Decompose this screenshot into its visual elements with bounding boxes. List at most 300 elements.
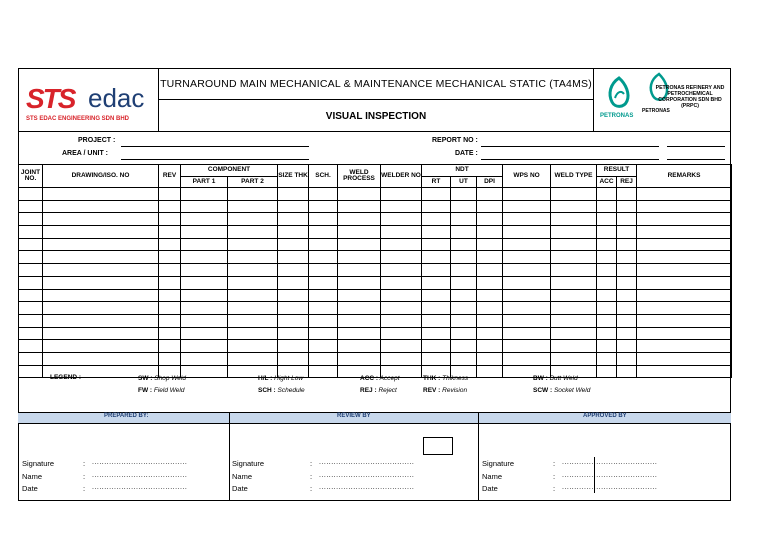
review-name-field[interactable]: .......................................: [319, 472, 415, 479]
svg-text:edac: edac: [88, 83, 145, 113]
table-cell[interactable]: [181, 314, 228, 327]
table-cell[interactable]: [637, 238, 732, 251]
table-cell[interactable]: [159, 276, 181, 289]
table-cell[interactable]: [181, 226, 228, 239]
table-cell[interactable]: [451, 251, 477, 264]
table-cell[interactable]: [422, 251, 451, 264]
table-cell[interactable]: [617, 188, 637, 201]
table-cell[interactable]: [309, 200, 338, 213]
table-cell[interactable]: [181, 276, 228, 289]
colon: :: [310, 459, 313, 468]
table-cell[interactable]: [617, 200, 637, 213]
table-cell[interactable]: [228, 213, 278, 226]
table-cell[interactable]: [381, 327, 422, 340]
table-cell[interactable]: [477, 327, 503, 340]
table-cell[interactable]: [422, 226, 451, 239]
table-cell[interactable]: [338, 340, 381, 353]
table-cell[interactable]: [451, 188, 477, 201]
table-cell[interactable]: [43, 213, 159, 226]
table-cell[interactable]: [19, 365, 43, 378]
table-cell[interactable]: [309, 251, 338, 264]
table-cell[interactable]: [451, 238, 477, 251]
table-cell[interactable]: [503, 200, 551, 213]
table-cell[interactable]: [181, 238, 228, 251]
table-cell[interactable]: [637, 289, 732, 302]
table-cell[interactable]: [309, 340, 338, 353]
table-cell[interactable]: [19, 226, 43, 239]
table-cell[interactable]: [551, 200, 597, 213]
table-cell[interactable]: [451, 264, 477, 277]
table-cell[interactable]: [159, 352, 181, 365]
table-cell[interactable]: [228, 276, 278, 289]
table-cell[interactable]: [637, 213, 732, 226]
table-cell[interactable]: [159, 213, 181, 226]
table-cell[interactable]: [278, 302, 309, 315]
table-cell[interactable]: [551, 264, 597, 277]
table-cell[interactable]: [637, 314, 732, 327]
table-cell[interactable]: [617, 365, 637, 378]
table-cell[interactable]: [338, 352, 381, 365]
table-cell[interactable]: [278, 352, 309, 365]
table-cell[interactable]: [43, 264, 159, 277]
table-cell[interactable]: [19, 340, 43, 353]
table-cell[interactable]: [159, 188, 181, 201]
table-cell[interactable]: [43, 327, 159, 340]
colon: :: [83, 459, 86, 468]
table-cell[interactable]: [503, 251, 551, 264]
table-cell[interactable]: [503, 314, 551, 327]
table-cell[interactable]: [422, 352, 451, 365]
table-cell[interactable]: [19, 188, 43, 201]
approved-name-field[interactable]: .......................................: [562, 472, 658, 479]
table-cell[interactable]: [551, 340, 597, 353]
table-cell[interactable]: [617, 264, 637, 277]
table-cell[interactable]: [637, 226, 732, 239]
table-cell[interactable]: [477, 365, 503, 378]
table-cell[interactable]: [19, 213, 43, 226]
table-cell[interactable]: [381, 226, 422, 239]
table-cell[interactable]: [43, 276, 159, 289]
table-cell[interactable]: [228, 188, 278, 201]
table-cell[interactable]: [637, 251, 732, 264]
table-cell[interactable]: [43, 200, 159, 213]
sts-edac-logo-icon: [24, 80, 152, 114]
table-cell[interactable]: [309, 276, 338, 289]
table-cell[interactable]: [451, 200, 477, 213]
date-field-2[interactable]: [667, 159, 725, 160]
remarks-header: REMARKS: [637, 165, 732, 188]
name-label: Name: [482, 472, 503, 481]
table-cell[interactable]: [19, 302, 43, 315]
table-cell[interactable]: [477, 226, 503, 239]
table-cell[interactable]: [477, 302, 503, 315]
table-cell[interactable]: [597, 188, 617, 201]
table-cell[interactable]: [381, 352, 422, 365]
table-cell[interactable]: [309, 365, 338, 378]
colon: :: [553, 484, 556, 493]
table-cell[interactable]: [551, 276, 597, 289]
table-cell[interactable]: [278, 213, 309, 226]
table-cell[interactable]: [597, 213, 617, 226]
table-header-row-1: [19, 165, 732, 177]
table-cell[interactable]: [381, 213, 422, 226]
rev-header: REV: [159, 165, 181, 188]
table-cell[interactable]: [451, 327, 477, 340]
table-cell[interactable]: [19, 352, 43, 365]
table-cell[interactable]: [477, 188, 503, 201]
table-cell[interactable]: [503, 238, 551, 251]
table-cell[interactable]: [181, 251, 228, 264]
table-cell[interactable]: [43, 188, 159, 201]
table-row: [19, 200, 732, 213]
table-cell[interactable]: [228, 200, 278, 213]
table-row: [19, 251, 732, 264]
area-field[interactable]: [121, 159, 309, 160]
table-cell[interactable]: [503, 226, 551, 239]
dpi-header: DPI: [477, 177, 503, 188]
review-stamp-box[interactable]: [423, 437, 453, 455]
table-cell[interactable]: [503, 352, 551, 365]
table-cell[interactable]: [617, 340, 637, 353]
table-cell[interactable]: [338, 264, 381, 277]
table-cell[interactable]: [159, 226, 181, 239]
table-cell[interactable]: [503, 289, 551, 302]
table-cell[interactable]: [551, 188, 597, 201]
table-cell[interactable]: [309, 289, 338, 302]
table-cell[interactable]: [503, 264, 551, 277]
table-cell[interactable]: [422, 200, 451, 213]
table-cell[interactable]: [477, 352, 503, 365]
signature-label: Signature: [232, 459, 265, 468]
table-cell[interactable]: [159, 264, 181, 277]
table-cell[interactable]: [551, 314, 597, 327]
table-cell[interactable]: [43, 289, 159, 302]
table-cell[interactable]: [278, 264, 309, 277]
table-cell[interactable]: [159, 251, 181, 264]
table-cell[interactable]: [422, 340, 451, 353]
table-cell[interactable]: [181, 302, 228, 315]
table-cell[interactable]: [278, 327, 309, 340]
table-cell[interactable]: [637, 340, 732, 353]
table-cell[interactable]: [597, 200, 617, 213]
table-cell[interactable]: [597, 314, 617, 327]
colon: :: [310, 484, 313, 493]
table-cell[interactable]: [617, 314, 637, 327]
table-cell[interactable]: [181, 213, 228, 226]
table-cell[interactable]: [228, 302, 278, 315]
table-cell[interactable]: [477, 238, 503, 251]
svg-text:STS: STS: [26, 83, 75, 114]
legend-item: H/L : Hight Low: [258, 375, 304, 382]
table-cell[interactable]: [551, 213, 597, 226]
table-cell[interactable]: [422, 314, 451, 327]
table-cell[interactable]: [477, 340, 503, 353]
table-cell[interactable]: [43, 251, 159, 264]
table-cell[interactable]: [637, 352, 732, 365]
table-cell[interactable]: [338, 200, 381, 213]
table-cell[interactable]: [477, 251, 503, 264]
table-cell[interactable]: [228, 226, 278, 239]
company-logo-block: [18, 68, 159, 132]
table-cell[interactable]: [181, 188, 228, 201]
table-cell[interactable]: [617, 251, 637, 264]
table-cell[interactable]: [617, 289, 637, 302]
table-cell[interactable]: [637, 188, 732, 201]
table-row: [19, 352, 732, 365]
table-cell[interactable]: [228, 251, 278, 264]
prepared-date-field[interactable]: .......................................: [92, 484, 188, 491]
table-cell[interactable]: [597, 302, 617, 315]
legend-item: THK : Thikness: [423, 375, 469, 382]
table-cell[interactable]: [617, 352, 637, 365]
table-cell[interactable]: [422, 302, 451, 315]
table-cell[interactable]: [451, 340, 477, 353]
table-cell[interactable]: [181, 289, 228, 302]
petronas-label: PETRONAS: [600, 113, 634, 119]
table-cell[interactable]: [381, 264, 422, 277]
table-cell[interactable]: [181, 365, 228, 378]
size-header: SIZE THK: [278, 165, 309, 188]
table-cell[interactable]: [381, 200, 422, 213]
table-cell[interactable]: [422, 289, 451, 302]
table-cell[interactable]: [309, 238, 338, 251]
table-cell[interactable]: [338, 302, 381, 315]
table-cell[interactable]: [278, 251, 309, 264]
table-cell[interactable]: [19, 327, 43, 340]
table-cell[interactable]: [451, 289, 477, 302]
table-cell[interactable]: [451, 276, 477, 289]
table-cell[interactable]: [422, 264, 451, 277]
legend-item: SCW : Socket Weld: [533, 387, 591, 394]
table-cell[interactable]: [181, 327, 228, 340]
prepared-by-label: PREPARED BY:: [104, 413, 149, 419]
table-cell[interactable]: [637, 365, 732, 378]
review-signature-field[interactable]: .......................................: [319, 459, 415, 466]
table-cell[interactable]: [228, 314, 278, 327]
table-cell[interactable]: [451, 352, 477, 365]
table-cell[interactable]: [278, 200, 309, 213]
table-cell[interactable]: [551, 327, 597, 340]
table-cell[interactable]: [597, 276, 617, 289]
table-row: [19, 314, 732, 327]
table-cell[interactable]: [309, 213, 338, 226]
table-cell[interactable]: [159, 327, 181, 340]
table-cell[interactable]: [422, 213, 451, 226]
result-header: RESULT: [597, 165, 637, 177]
table-row: [19, 213, 732, 226]
table-cell[interactable]: [338, 213, 381, 226]
table-cell[interactable]: [551, 238, 597, 251]
table-cell[interactable]: [597, 327, 617, 340]
table-cell[interactable]: [477, 264, 503, 277]
table-cell[interactable]: [19, 200, 43, 213]
table-cell[interactable]: [617, 327, 637, 340]
table-cell[interactable]: [278, 340, 309, 353]
date-label: Date: [482, 484, 498, 493]
table-cell[interactable]: [159, 314, 181, 327]
form-subtitle: VISUAL INSPECTION: [325, 110, 427, 122]
table-cell[interactable]: [451, 226, 477, 239]
header-divider: [18, 131, 731, 132]
table-cell[interactable]: [597, 340, 617, 353]
table-cell[interactable]: [503, 302, 551, 315]
table-cell[interactable]: [43, 352, 159, 365]
table-cell[interactable]: [278, 238, 309, 251]
table-cell[interactable]: [597, 251, 617, 264]
legend-item: SCH : Schedule: [258, 387, 305, 394]
table-cell[interactable]: [309, 188, 338, 201]
table-cell[interactable]: [503, 276, 551, 289]
table-cell[interactable]: [477, 276, 503, 289]
table-cell[interactable]: [597, 226, 617, 239]
table-cell[interactable]: [19, 251, 43, 264]
table-cell[interactable]: [551, 226, 597, 239]
table-cell[interactable]: [181, 352, 228, 365]
table-cell[interactable]: [637, 276, 732, 289]
table-cell[interactable]: [159, 340, 181, 353]
signature-label: Signature: [22, 459, 55, 468]
table-cell[interactable]: [597, 289, 617, 302]
table-cell[interactable]: [338, 327, 381, 340]
table-cell[interactable]: [381, 302, 422, 315]
table-cell[interactable]: [228, 352, 278, 365]
approved-by-label: APPROVED BY: [583, 413, 627, 419]
table-cell[interactable]: [597, 365, 617, 378]
table-cell[interactable]: [637, 200, 732, 213]
table-cell[interactable]: [309, 327, 338, 340]
table-cell[interactable]: [43, 226, 159, 239]
table-cell[interactable]: [381, 188, 422, 201]
approved-signature-field[interactable]: .......................................: [562, 459, 658, 466]
table-cell[interactable]: [43, 314, 159, 327]
table-cell[interactable]: [422, 188, 451, 201]
table-cell[interactable]: [617, 238, 637, 251]
table-cell[interactable]: [159, 238, 181, 251]
table-cell[interactable]: [309, 352, 338, 365]
table-cell[interactable]: [381, 314, 422, 327]
table-cell[interactable]: [159, 200, 181, 213]
table-cell[interactable]: [338, 276, 381, 289]
table-cell[interactable]: [477, 200, 503, 213]
table-cell[interactable]: [228, 264, 278, 277]
table-cell[interactable]: [381, 251, 422, 264]
table-cell[interactable]: [338, 188, 381, 201]
table-cell[interactable]: [451, 213, 477, 226]
company-name: STS EDAC ENGINEERING SDN BHD: [26, 116, 130, 122]
date-label: Date: [232, 484, 248, 493]
table-cell[interactable]: [637, 264, 732, 277]
table-cell[interactable]: [43, 340, 159, 353]
report-no-field-2[interactable]: [667, 146, 725, 147]
table-cell[interactable]: [451, 302, 477, 315]
table-cell[interactable]: [43, 238, 159, 251]
table-cell[interactable]: [551, 302, 597, 315]
table-cell[interactable]: [503, 213, 551, 226]
table-cell[interactable]: [19, 264, 43, 277]
table-cell[interactable]: [617, 226, 637, 239]
table-cell[interactable]: [228, 238, 278, 251]
table-cell[interactable]: [228, 327, 278, 340]
table-cell[interactable]: [551, 251, 597, 264]
table-cell[interactable]: [381, 340, 422, 353]
table-cell[interactable]: [309, 314, 338, 327]
table-cell[interactable]: [181, 264, 228, 277]
table-cell[interactable]: [19, 314, 43, 327]
table-cell[interactable]: [228, 340, 278, 353]
table-cell[interactable]: [19, 276, 43, 289]
table-cell[interactable]: [43, 302, 159, 315]
table-cell[interactable]: [278, 226, 309, 239]
table-cell[interactable]: [381, 289, 422, 302]
table-cell[interactable]: [309, 226, 338, 239]
table-cell[interactable]: [617, 302, 637, 315]
table-cell[interactable]: [338, 289, 381, 302]
table-cell[interactable]: [451, 314, 477, 327]
table-cell[interactable]: [477, 213, 503, 226]
table-cell[interactable]: [338, 251, 381, 264]
table-cell[interactable]: [278, 276, 309, 289]
table-cell[interactable]: [228, 289, 278, 302]
table-cell[interactable]: [181, 340, 228, 353]
table-cell[interactable]: [551, 289, 597, 302]
table-cell[interactable]: [278, 314, 309, 327]
prepared-signature-field[interactable]: .......................................: [92, 459, 188, 466]
prepared-name-field[interactable]: .......................................: [92, 472, 188, 479]
table-cell[interactable]: [617, 213, 637, 226]
table-cell[interactable]: [422, 276, 451, 289]
table-cell[interactable]: [597, 264, 617, 277]
legend-item: REV : Revision: [423, 387, 468, 394]
table-cell[interactable]: [159, 289, 181, 302]
table-cell[interactable]: [309, 302, 338, 315]
table-cell[interactable]: [637, 302, 732, 315]
table-cell[interactable]: [338, 226, 381, 239]
table-cell[interactable]: [338, 314, 381, 327]
table-cell[interactable]: [381, 276, 422, 289]
table-cell[interactable]: [597, 352, 617, 365]
table-cell[interactable]: [617, 276, 637, 289]
table-cell[interactable]: [278, 289, 309, 302]
rt-header: RT: [422, 177, 451, 188]
table-cell[interactable]: [159, 302, 181, 315]
table-cell[interactable]: [477, 289, 503, 302]
date-field[interactable]: [481, 159, 659, 160]
table-cell[interactable]: [551, 352, 597, 365]
review-by-label: REVIEW BY: [337, 413, 371, 419]
table-cell[interactable]: [19, 238, 43, 251]
table-cell[interactable]: [19, 289, 43, 302]
report-no-field[interactable]: [481, 146, 659, 147]
table-cell[interactable]: [381, 238, 422, 251]
table-cell[interactable]: [503, 340, 551, 353]
approved-date-field[interactable]: .......................................: [562, 484, 658, 491]
project-field[interactable]: [121, 146, 309, 147]
table-cell[interactable]: [597, 238, 617, 251]
review-date-field[interactable]: .......................................: [319, 484, 415, 491]
table-cell[interactable]: [503, 188, 551, 201]
table-cell[interactable]: [338, 238, 381, 251]
table-cell[interactable]: [422, 238, 451, 251]
component-header: COMPONENT: [181, 165, 278, 177]
table-cell[interactable]: [422, 327, 451, 340]
table-cell[interactable]: [181, 200, 228, 213]
table-cell[interactable]: [309, 264, 338, 277]
table-cell[interactable]: [278, 188, 309, 201]
table-cell[interactable]: [637, 327, 732, 340]
table-row: [19, 276, 732, 289]
table-cell[interactable]: [503, 327, 551, 340]
table-cell[interactable]: [477, 314, 503, 327]
